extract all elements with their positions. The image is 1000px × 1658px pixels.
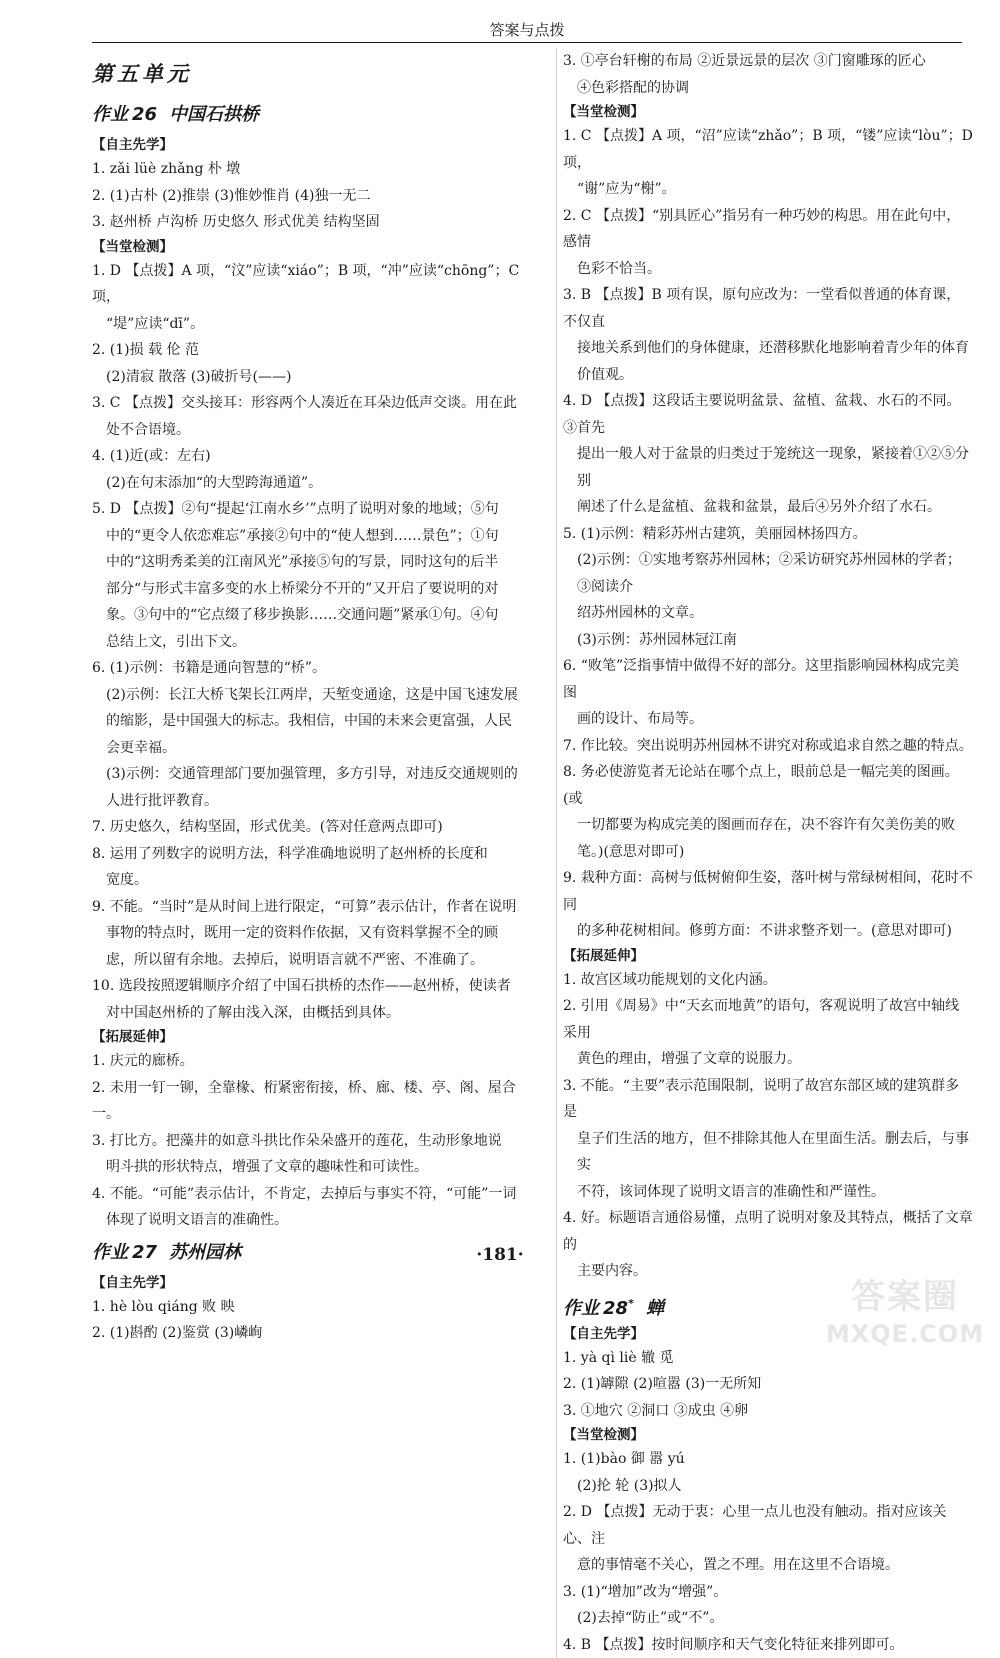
answer-line: 的缩影，是中国强大的标志。我相信，中国的未来会更富强，人民 [92,708,532,735]
answer-line: 明斗拱的形状特点，增强了文章的趣味性和可读性。 [92,1154,532,1181]
answer-line: (2)示例：长江大桥飞架长江两岸，天堑变通途，这是中国飞速发展 [92,682,532,709]
answer-list [92,156,532,236]
homework-name: 苏州园林 [169,1242,241,1263]
answer-line: 3. ①地穴 ②洞口 ③成虫 ④卵 [563,1398,973,1425]
answer-list [563,48,973,101]
answer-line: 4. 好。标题语言通俗易懂，点明了说明对象及其特点，概括了文章的 [563,1205,973,1258]
section-heading: 【当堂检测】 [563,101,973,123]
answer-line: 3. 打比方。把藻井的如意斗拱比作朵朵盛开的莲花，生动形象地说 [92,1128,532,1155]
answer-line: 3. 赵州桥 卢沟桥 历史悠久 形式优美 结构坚固 [92,209,532,236]
homework-name: 蝉 [646,1298,664,1319]
answer-line: 提出一般人对于盆景的归类过于笼统这一现象，紧接着①②⑤分别 [563,441,973,494]
answer-line: 对中国赵州桥的了解由浅入深，由概括到具体。 [92,1000,532,1027]
answer-line: 绍苏州园林的文章。 [563,600,973,627]
answer-line: (2)在句末添加“的大型跨海通道”。 [92,470,532,497]
answer-line: (3)示例：交通管理部门要加强管理，多方引导，对违反交通规则的 [92,761,532,788]
right-column [556,48,973,1658]
optional-star: * [628,1297,634,1310]
answer-line: 2. D 【点拨】无动于衷：心里一点儿也没有触动。指对应该关心、注 [563,1499,973,1552]
section-heading: 【拓展延伸】 [92,1026,532,1048]
answer-line: 色彩不恰当。 [563,256,973,283]
homework-label: 作业 [92,104,128,125]
answer-line: 中的“这明秀柔美的江南风光”承接⑤句的写景，同时这句的后半 [92,549,532,576]
answer-line: 的多种花树相间。修剪方面：不讲求整齐划一。(意思对即可) [563,918,973,945]
answer-line: 7. 历史悠久，结构坚固，形式优美。(答对任意两点即可) [92,814,532,841]
answer-line: 部分“与形式丰富多变的水上桥梁分不开的”又开启了要说明的对 [92,576,532,603]
watermark-line-2: MXQE.COM [820,1319,990,1349]
answer-line: 3. B 【点拨】B 项有误，原句应改为：一堂看似普通的体育课，不仅直 [563,282,973,335]
answer-line: 3. C 【点拨】交头接耳：形容两个人凑近在耳朵边低声交谈。用在此 [92,390,532,417]
answer-line: 总结上文，引出下文。 [92,629,532,656]
answer-line: 3. (1)“增加”改为“增强”。 [563,1579,973,1606]
answer-line: 1. zǎi lüè zhǎng 朴 墩 [92,156,532,183]
answer-line: 7. 作比较。突出说明苏州园林不讲究对称或追求自然之趣的特点。 [563,733,973,760]
answer-line: “堤”应读“dī”。 [92,311,532,338]
answer-list [92,1294,532,1347]
answer-line: 2. C 【点拨】“别具匠心”指另有一种巧妙的构思。用在此句中，感情 [563,203,973,256]
watermark-line-1: 答案圈 [820,1275,990,1319]
answer-line: 8. 务必使游览者无论站在哪个点上，眼前总是一幅完美的图画。(或 [563,759,973,812]
answer-list [563,1446,973,1658]
answer-line: 事物的特点时，既用一定的资料作依据，又有资料掌握不全的顾 [92,920,532,947]
section-heading: 【自主先学】 [92,1272,532,1294]
page-header: 答案与点拨 [92,18,962,43]
answer-line: 5. (1)示例：精彩苏州古建筑，美丽园林扬四方。 [563,521,973,548]
answer-line: 2. (1)罅隙 (2)喧嚣 (3)一无所知 [563,1371,973,1398]
answer-line: 皇子们生活的地方，但不排除其他人在里面生活。删去后，与事实 [563,1126,973,1179]
answer-line: 1. yà qì liè 辙 觅 [563,1345,973,1372]
answer-line: 宽度。 [92,867,532,894]
homework-name: 中国石拱桥 [169,104,259,125]
answer-line: ④色彩搭配的协调 [563,75,973,102]
answer-line: 8. 运用了列数字的说明方法，科学准确地说明了赵州桥的长度和 [92,841,532,868]
section-heading: 【当堂检测】 [92,236,532,258]
unit-title: 第五单元 [92,52,532,96]
answer-line: 2. (1)损 载 伦 范 [92,337,532,364]
answer-line: (2)去掉“防止”或“不”。 [563,1605,973,1632]
answer-line: 4. D 【点拨】这段话主要说明盆景、盆植、盆栽、水石的不同。③首先 [563,388,973,441]
answer-line: 10. 选段按照逻辑顺序介绍了中国石拱桥的杰作——赵州桥，使读者 [92,973,532,1000]
answer-line: 象。③句中的“它点缀了移步换影……交通问题”紧承①句。④句 [92,602,532,629]
answer-list [563,967,973,1285]
homework-label: 作业 [563,1298,599,1319]
answer-line: 处不合语境。 [92,417,532,444]
answer-line: 2. 引用《周易》中“天玄而地黄”的语句，客观说明了故宫中轴线采用 [563,993,973,1046]
answer-line: 2. (1)古朴 (2)推崇 (3)惟妙惟肖 (4)独一无二 [92,183,532,210]
section-heading: 【自主先学】 [92,134,532,156]
section-heading: 【自主先学】 [563,1323,973,1345]
answer-line: 9. 栽种方面：高树与低树俯仰生姿，落叶树与常绿树相间，花时不同 [563,865,973,918]
answer-list [92,1048,532,1234]
answer-line: 体现了说明文语言的准确性。 [92,1207,532,1234]
answer-line: 主要内容。 [563,1258,973,1285]
answer-line: (2)示例：①实地考察苏州园林；②采访研究苏州园林的学者；③阅读介 [563,547,973,600]
answer-line: 1. (1)bào 御 嚣 yú [563,1446,973,1473]
section-heading: 【拓展延伸】 [563,945,973,967]
answer-line: 5. D 【点拨】②句“提起‘江南水乡’”点明了说明对象的地域；⑤句 [92,496,532,523]
answer-line: 3. 不能。“主要”表示范围限制，说明了故宫东部区域的建筑群多是 [563,1073,973,1126]
homework-number-value: 28 [603,1298,628,1319]
answer-line: (2)抡 轮 (3)拟人 [563,1473,973,1500]
answer-line: (3)示例：苏州园林冠江南 [563,627,973,654]
section-heading: 【当堂检测】 [563,1424,973,1446]
homework-number [603,1298,634,1319]
answer-line: 不符，该词体现了说明文语言的准确性和严谨性。 [563,1179,973,1206]
answer-line: 虑，所以留有余地。去掉后，说明语言就不严密、不准确了。 [92,947,532,974]
answer-line: 4. (1)近(或：左右) [92,443,532,470]
answer-line: 中的“更令人依恋难忘”承接②句中的“使人想到……景色”；①句 [92,523,532,550]
answer-line: 3. ①亭台轩榭的布局 ②近景远景的层次 ③门窗雕琢的匠心 [563,48,973,75]
watermark-logo [820,1275,990,1360]
answer-line: 2. (1)斟酌 (2)鉴赏 (3)嶙峋 [92,1320,532,1347]
homework-number: 26 [132,104,157,125]
answer-line: 人进行批评教育。 [92,788,532,815]
answer-line: 阐述了什么是盆植、盆栽和盆景，最后④另外介绍了水石。 [563,494,973,521]
page-number: ·181· [0,1245,1000,1265]
answer-line: 6. “败笔”泛指事情中做得不好的部分。这里指影响园林构成完美图 [563,653,973,706]
answer-line: 9. 不能。“当时”是从时间上进行限定，“可算”表示估计，作者在说明 [92,894,532,921]
answer-list [92,258,532,1027]
answer-line: 接地关系到他们的身体健康，还潜移默化地影响着青少年的体育 [563,335,973,362]
answer-line: 4. B 【点拨】按时间顺序和天气变化特征来排列即可。 [563,1632,973,1658]
answer-line: 一切都要为构成完美的图画而存在，决不容许有欠美伤美的败 [563,812,973,839]
homework-26-title [92,96,532,134]
answer-line: 画的设计、布局等。 [563,706,973,733]
homework-label: 作业 [92,1242,128,1263]
answer-line: 会更幸福。 [92,735,532,762]
answer-line: 意的事情毫不关心，置之不理。用在这里不合语境。 [563,1552,973,1579]
answer-line: 1. 故宫区域功能规划的文化内涵。 [563,967,973,994]
answer-line: (2)清寂 散落 (3)破折号(——) [92,364,532,391]
answer-line: 价值观。 [563,362,973,389]
answer-line: 1. D 【点拨】A 项，“汶”应读“xiáo”；B 项，“冲”应读“chōng”；C 项， [92,258,532,311]
answer-line: 2. 未用一钉一铆，全靠椽、桁紧密衔接，桥、廊、楼、亭、阁、屋合一。 [92,1075,532,1128]
answer-line: 1. hè lòu qiáng 败 映 [92,1294,532,1321]
homework-number: 27 [132,1242,157,1263]
answer-line: 1. 庆元的廊桥。 [92,1048,532,1075]
left-column [92,48,532,1347]
answer-line: 黄色的理由，增强了文章的说服力。 [563,1046,973,1073]
answer-line: “谢”应为“榭”。 [563,176,973,203]
answer-line: 笔。)(意思对即可) [563,839,973,866]
answer-list [563,123,973,945]
answer-line: 1. C 【点拨】A 项，“沼”应读“zhǎo”；B 项，“镂”应读“lòu”；D 项， [563,123,973,176]
answer-line: 4. 不能。“可能”表示估计，不肯定，去掉后与事实不符，“可能”一词 [92,1181,532,1208]
answer-line: 6. (1)示例：书籍是通向智慧的“桥”。 [92,655,532,682]
